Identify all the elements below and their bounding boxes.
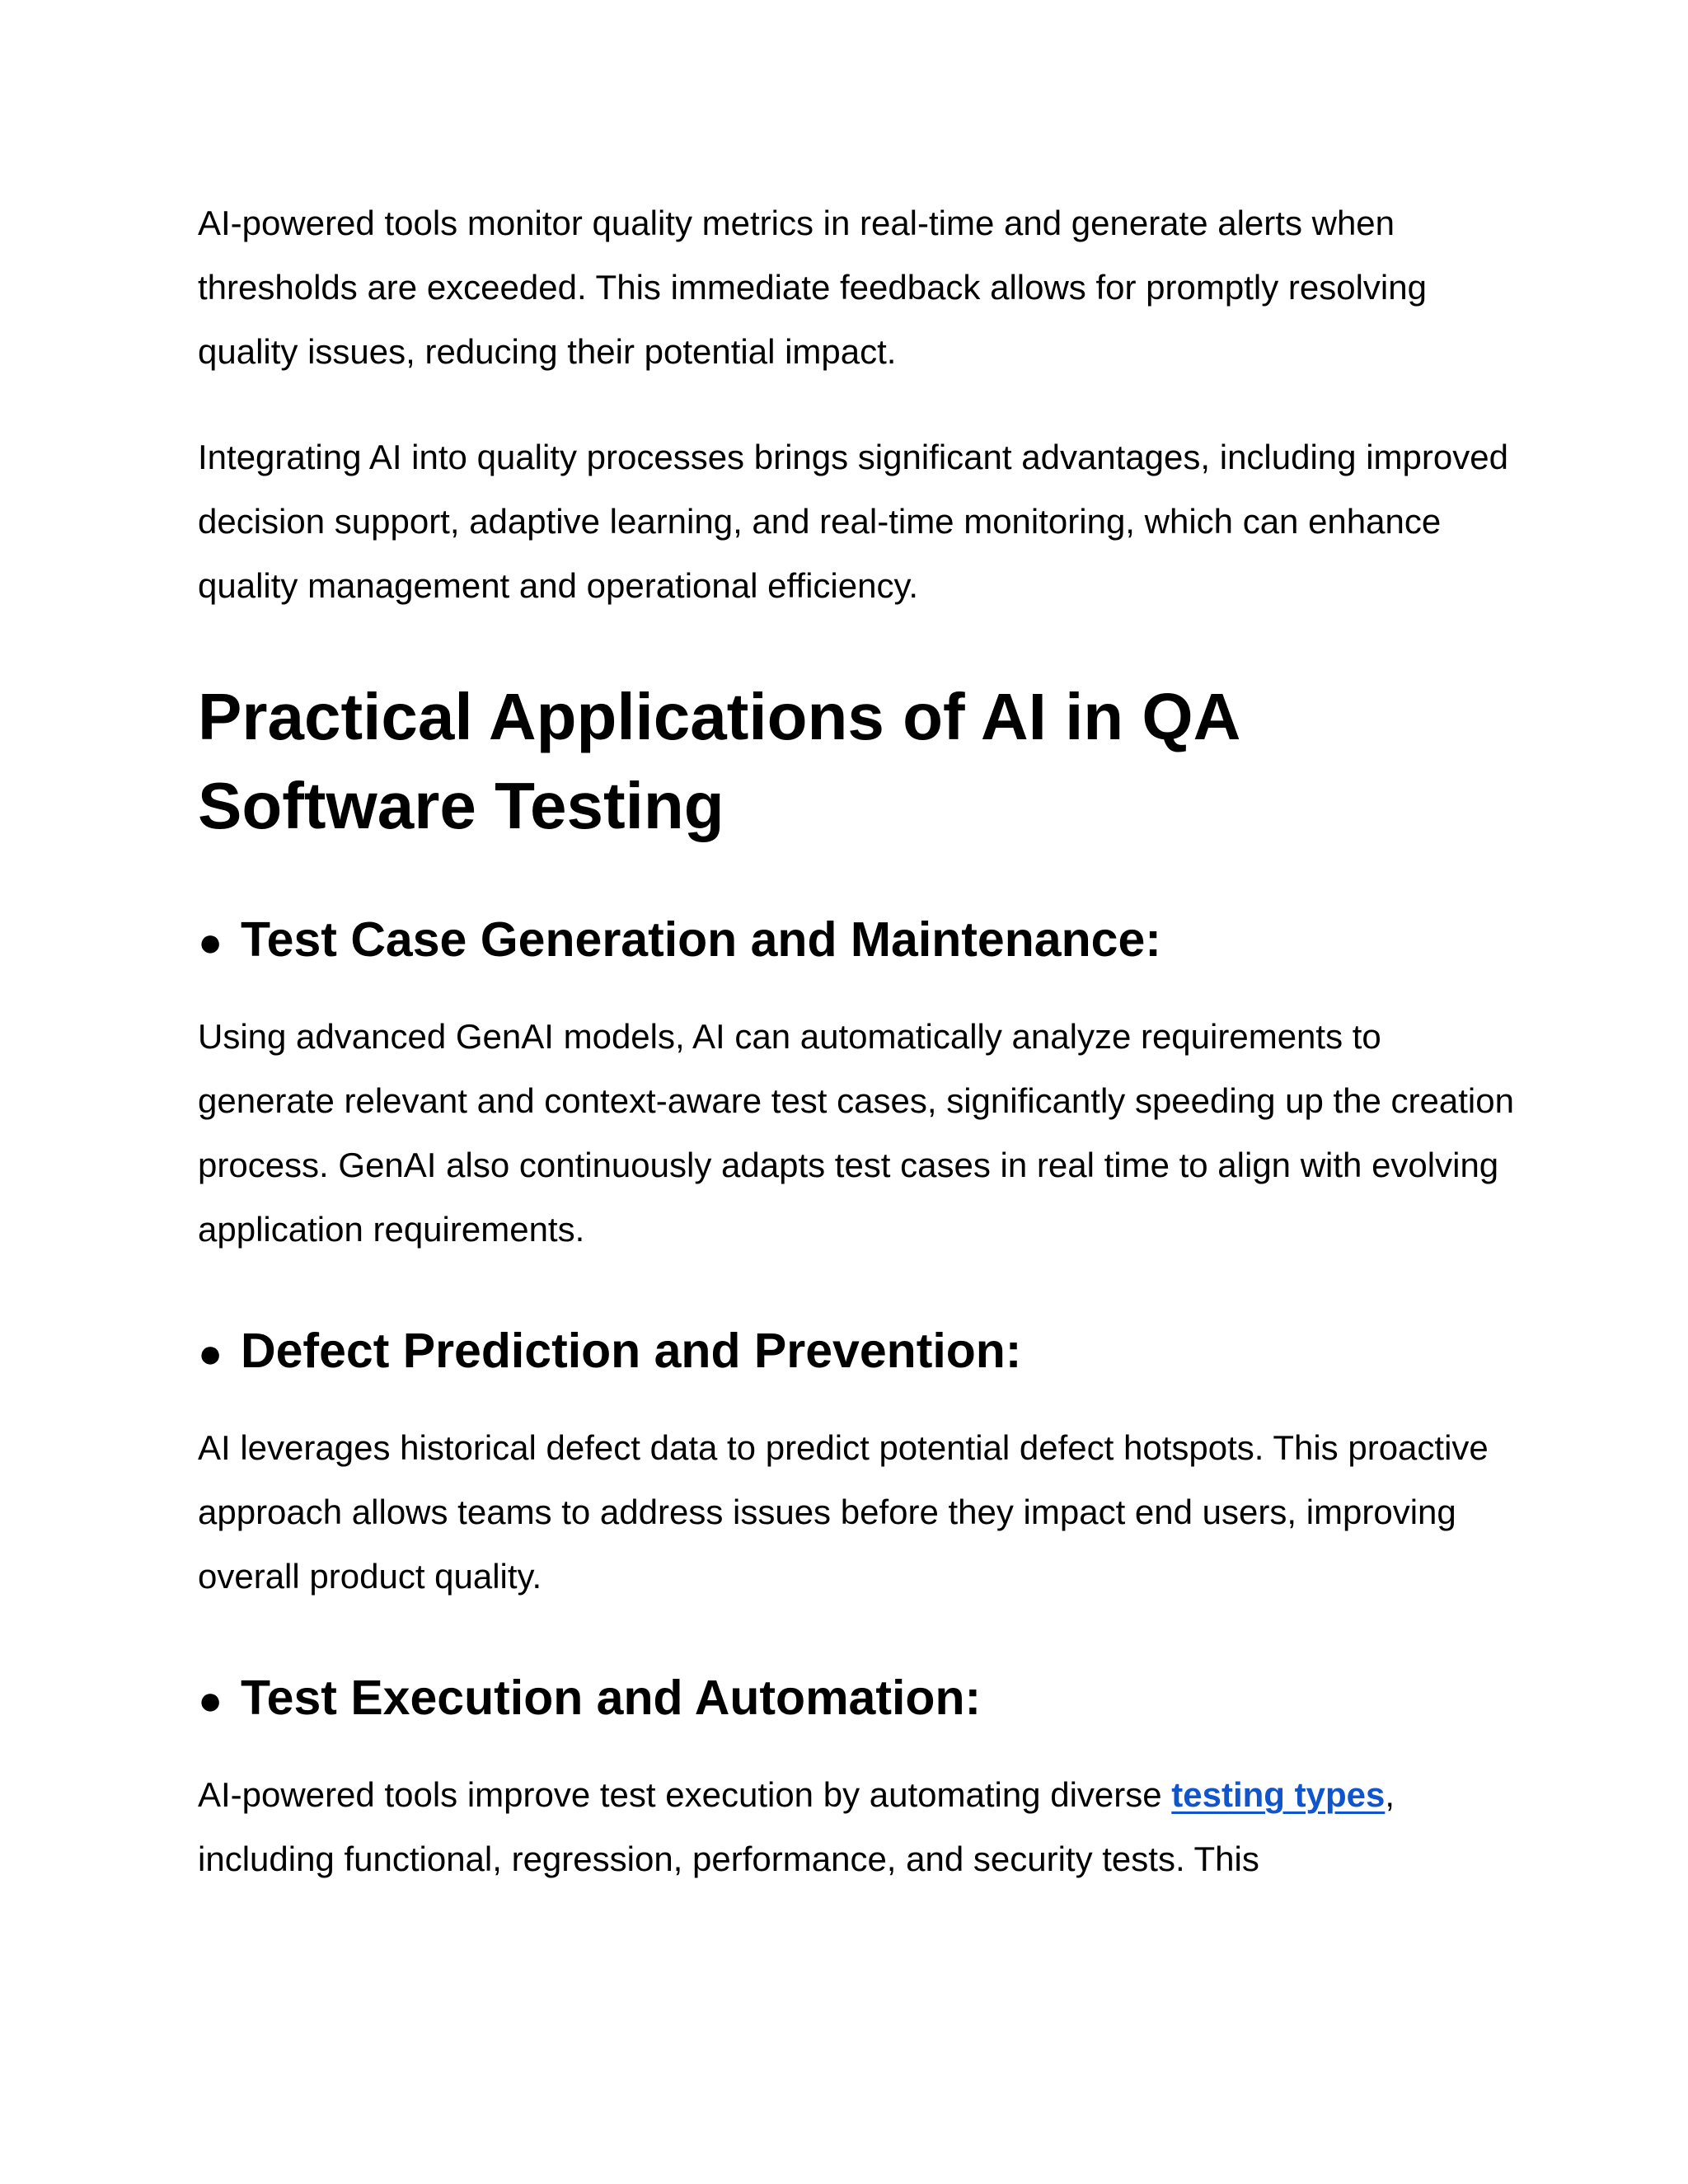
- section-body-defect-prediction: AI leverages historical defect data to predict potential defect hotspots. This proactive approach allows teams to address issues before they impact end users, improving overall product quality.: [198, 1428, 1489, 1596]
- bullet-icon: ●: [198, 919, 223, 965]
- body-text-before-link: AI-powered tools improve test execution by automating diverse: [198, 1775, 1172, 1814]
- intro-paragraph-ai-integration: Integrating AI into quality processes brings significant advantages, including improved decision support, adaptive learning, and real-time monitoring, which can enhance quality management and operational efficiency.: [198, 438, 1508, 605]
- document-page: [198, 191, 1517, 1891]
- section-heading-defect-prediction: [198, 1319, 1517, 1385]
- section-heading-test-case-generation: [198, 908, 1517, 973]
- section-body-test-execution: [198, 1763, 1517, 1891]
- section-title: Test Execution and Automation:: [241, 1671, 982, 1725]
- section-title: Defect Prediction and Prevention:: [241, 1324, 1022, 1378]
- bullet-icon: ●: [198, 1677, 223, 1723]
- section-heading-test-execution: [198, 1666, 1517, 1732]
- body-text-after-link: , including functional, regression, performance, and security tests. This: [198, 1775, 1395, 1878]
- bullet-icon: ●: [198, 1330, 223, 1376]
- section-body-test-case-generation: Using advanced GenAI models, AI can automatically analyze requirements to generate relevant and context-aware test cases, significantly speeding up the creation process. GenAI also continuously adapts test cases in real time to align with evolving application requirements.: [198, 1017, 1514, 1249]
- page-heading: Practical Applications of AI in QA Software Testing: [198, 680, 1239, 842]
- testing-types-link[interactable]: testing types: [1171, 1775, 1386, 1814]
- section-title: Test Case Generation and Maintenance:: [241, 912, 1161, 967]
- intro-paragraph-realtime-monitoring: AI-powered tools monitor quality metrics in real-time and generate alerts when thresholds are exceeded. This immediate feedback allows for promptly resolving quality issues, reducing their potential impact.: [198, 204, 1427, 371]
